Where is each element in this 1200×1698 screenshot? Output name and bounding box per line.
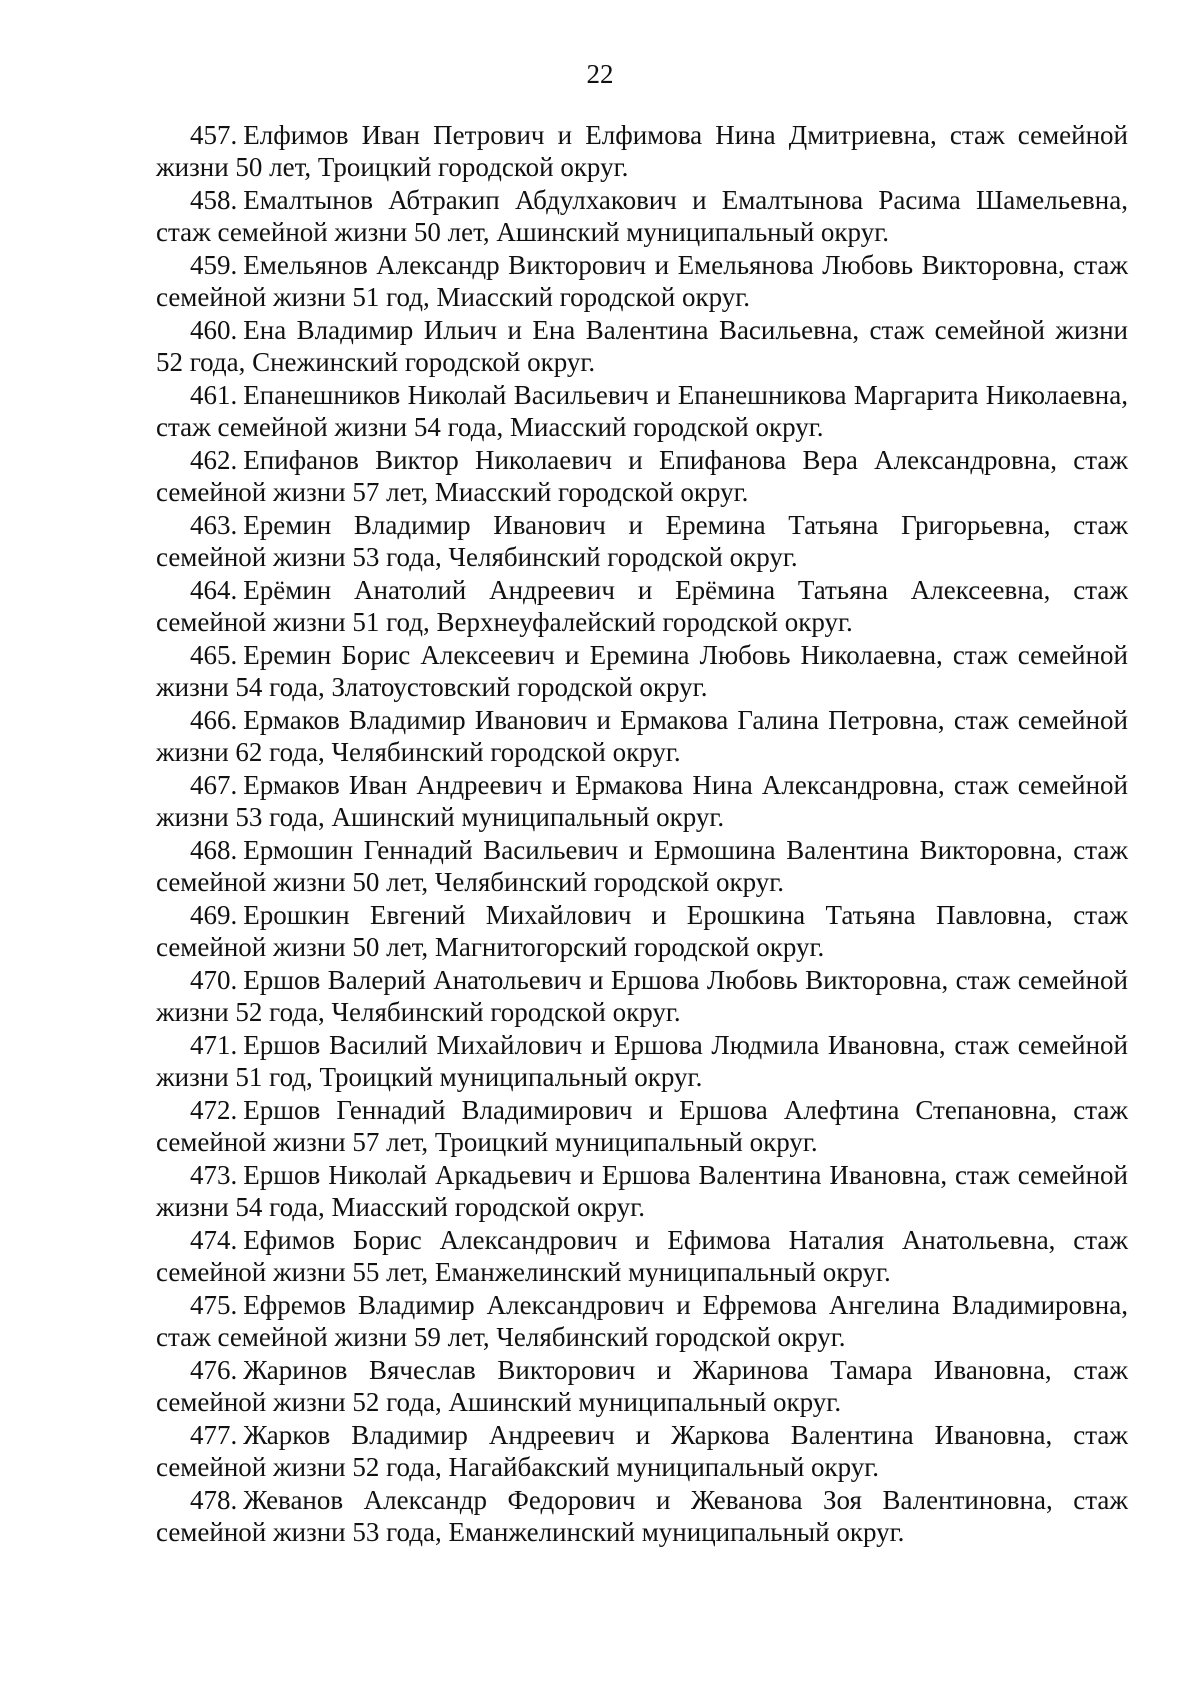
list-item (156, 769, 1128, 833)
entry-number: 465. (190, 640, 238, 670)
list-item (156, 314, 1128, 378)
list-item (156, 444, 1128, 508)
list-item (156, 1354, 1128, 1418)
entry-text: Жеванов Александр Федорович и Жеванова Зоя Валентиновна, стаж семейной жизни 53 года, Еманжелинский муниципальный округ. (156, 1485, 1128, 1547)
entry-text: Епифанов Виктор Николаевич и Епифанова Вера Александровна, стаж семейной жизни 57 лет, Миасский городской округ. (156, 445, 1128, 507)
entry-text: Ермошин Геннадий Васильевич и Ермошина Валентина Викторовна, стаж семейной жизни 50 лет, Челябинский городской округ. (156, 835, 1128, 897)
entry-number: 469. (190, 900, 238, 930)
entry-text: Емалтынов Абтракип Абдулхакович и Емалтынова Расима Шамельевна, стаж семейной жизни 50 лет, Ашинский муниципальный округ. (156, 185, 1128, 247)
entry-text: Жаринов Вячеслав Викторович и Жаринова Тамара Ивановна, стаж семейной жизни 52 года, Ашинский муниципальный округ. (156, 1355, 1128, 1417)
entry-number: 467. (190, 770, 238, 800)
entry-text: Жарков Владимир Андреевич и Жаркова Валентина Ивановна, стаж семейной жизни 52 года, Нагайбакский муниципальный округ. (156, 1420, 1128, 1482)
entry-text: Еремин Владимир Иванович и Еремина Татьяна Григорьевна, стаж семейной жизни 53 года, Челябинский городской округ. (156, 510, 1128, 572)
entry-number: 471. (190, 1030, 238, 1060)
page-number: 22 (586, 59, 614, 89)
list-item (156, 1029, 1128, 1093)
list-item (156, 119, 1128, 183)
list-item (156, 1094, 1128, 1158)
entry-number: 476. (190, 1355, 238, 1385)
entry-list (156, 119, 1128, 1549)
list-item (156, 639, 1128, 703)
entry-text: Ермаков Владимир Иванович и Ермакова Галина Петровна, стаж семейной жизни 62 года, Челябинский городской округ. (156, 705, 1128, 767)
entry-number: 459. (190, 250, 238, 280)
entry-text: Ершов Валерий Анатольевич и Ершова Любовь Викторовна, стаж семейной жизни 52 года, Челябинский городской округ. (156, 965, 1128, 1027)
entry-number: 463. (190, 510, 238, 540)
entry-number: 478. (190, 1485, 238, 1515)
list-item (156, 509, 1128, 573)
entry-number: 475. (190, 1290, 238, 1320)
entry-text: Епанешников Николай Васильевич и Епанешникова Маргарита Николаевна, стаж семейной жизни 54 года, Миасский городской округ. (156, 380, 1128, 442)
entry-number: 474. (190, 1225, 238, 1255)
entry-number: 460. (190, 315, 238, 345)
list-item (156, 249, 1128, 313)
entry-text: Емельянов Александр Викторович и Емельянова Любовь Викторовна, стаж семейной жизни 51 год, Миасский городской округ. (156, 250, 1128, 312)
list-item (156, 964, 1128, 1028)
entry-number: 470. (190, 965, 238, 995)
list-item (156, 899, 1128, 963)
entry-text: Ершов Геннадий Владимирович и Ершова Алефтина Степановна, стаж семейной жизни 57 лет, Троицкий муниципальный округ. (156, 1095, 1128, 1157)
list-item (156, 1289, 1128, 1353)
list-item (156, 379, 1128, 443)
entry-text: Ерёмин Анатолий Андреевич и Ерёмина Татьяна Алексеевна, стаж семейной жизни 51 год, Верхнеуфалейский городской округ. (156, 575, 1128, 637)
entry-text: Ена Владимир Ильич и Ена Валентина Васильевна, стаж семейной жизни 52 года, Снежинский городской округ. (156, 315, 1128, 377)
entry-number: 462. (190, 445, 238, 475)
list-item (156, 834, 1128, 898)
entry-number: 472. (190, 1095, 238, 1125)
entry-number: 464. (190, 575, 238, 605)
entry-number: 473. (190, 1160, 238, 1190)
entry-text: Ерошкин Евгений Михайлович и Ерошкина Татьяна Павловна, стаж семейной жизни 50 лет, Магнитогорский городской округ. (156, 900, 1128, 962)
list-item (156, 1419, 1128, 1483)
list-item (156, 1484, 1128, 1548)
entry-text: Ефремов Владимир Александрович и Ефремова Ангелина Владимировна, стаж семейной жизни 59 лет, Челябинский городской округ. (156, 1290, 1128, 1352)
list-item (156, 184, 1128, 248)
list-item (156, 1159, 1128, 1223)
entry-number: 457. (190, 120, 238, 150)
entry-text: Ершов Василий Михайлович и Ершова Людмила Ивановна, стаж семейной жизни 51 год, Троицкий муниципальный округ. (156, 1030, 1128, 1092)
entry-text: Ермаков Иван Андреевич и Ермакова Нина Александровна, стаж семейной жизни 53 года, Ашинский муниципальный округ. (156, 770, 1128, 832)
entry-text: Еремин Борис Алексеевич и Еремина Любовь Николаевна, стаж семейной жизни 54 года, Златоустовский городской округ. (156, 640, 1128, 702)
entry-number: 468. (190, 835, 238, 865)
entry-text: Ершов Николай Аркадьевич и Ершова Валентина Ивановна, стаж семейной жизни 54 года, Миасский городской округ. (156, 1160, 1128, 1222)
entry-number: 461. (190, 380, 238, 410)
list-item (156, 1224, 1128, 1288)
entry-number: 477. (190, 1420, 238, 1450)
entry-number: 466. (190, 705, 238, 735)
entry-text: Елфимов Иван Петрович и Елфимова Нина Дмитриевна, стаж семейной жизни 50 лет, Троицкий городской округ. (156, 120, 1128, 182)
list-item (156, 704, 1128, 768)
list-item (156, 574, 1128, 638)
entry-text: Ефимов Борис Александрович и Ефимова Наталия Анатольевна, стаж семейной жизни 55 лет, Еманжелинский муниципальный округ. (156, 1225, 1128, 1287)
entry-number: 458. (190, 185, 238, 215)
